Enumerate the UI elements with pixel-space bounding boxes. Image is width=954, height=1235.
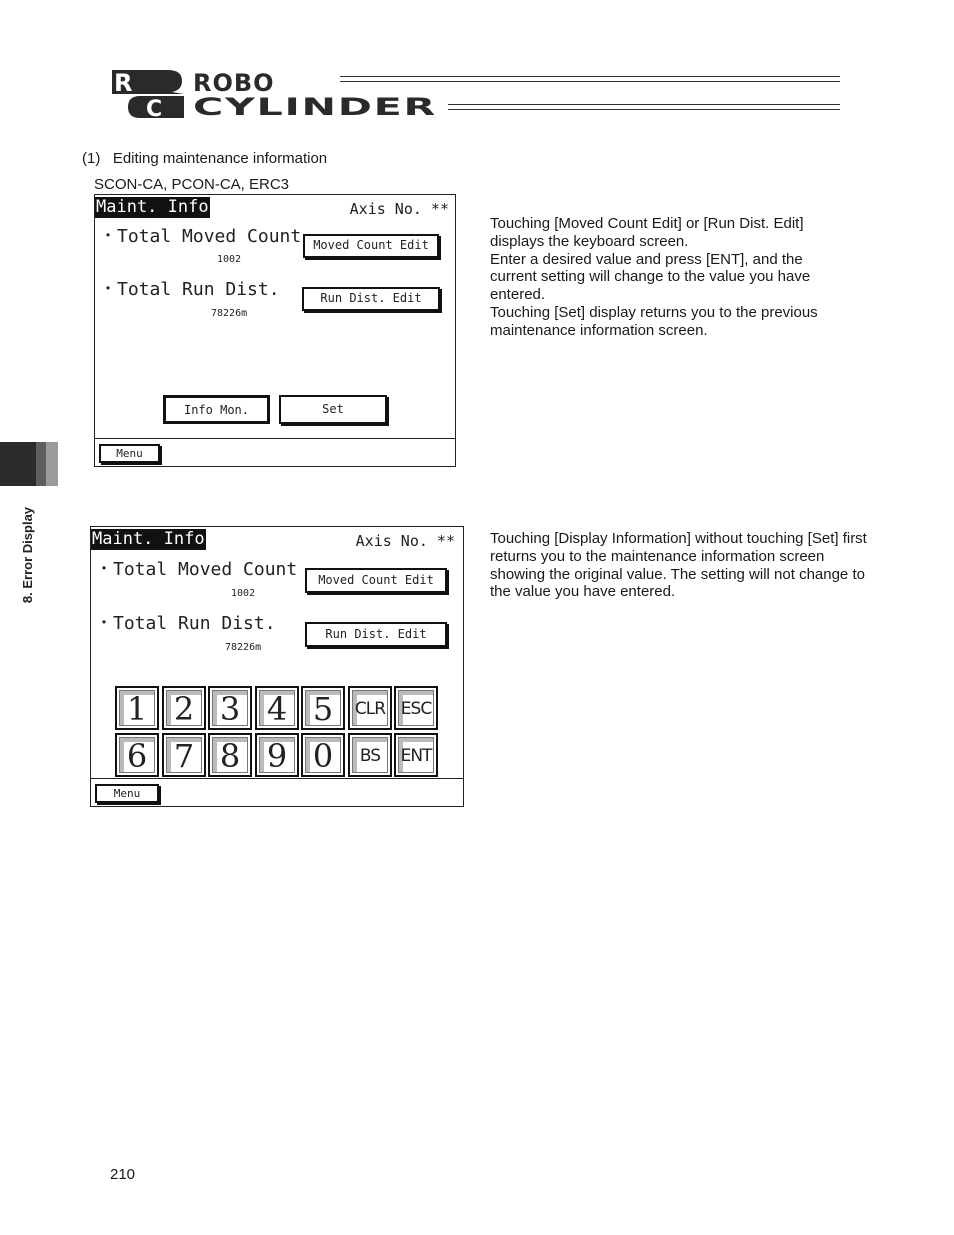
key-3[interactable]: 3 <box>208 686 252 730</box>
moved-count-edit-label: Moved Count Edit <box>313 238 429 252</box>
page-number: 210 <box>110 1166 136 1183</box>
moved-count-edit-button[interactable] <box>305 568 447 593</box>
desc2-paragraph-1: Touching [Display Information] without touching [Set] first returns you to the maintenance information screen showing the original value. The setting will not change to the value you have entered. <box>490 530 867 601</box>
run-dist-edit-button[interactable] <box>302 287 440 311</box>
key-4[interactable]: 4 <box>255 686 299 730</box>
key-2[interactable]: 2 <box>162 686 206 730</box>
header-rule-top <box>340 76 840 82</box>
key-esc[interactable]: ESC <box>394 686 438 730</box>
key-ent[interactable]: ENT <box>394 733 438 777</box>
moved-count-edit-button[interactable] <box>303 234 439 258</box>
axis-number: Axis No. ** <box>349 200 449 218</box>
robo-cylinder-logo-mark <box>110 68 188 120</box>
key-1[interactable]: 1 <box>115 686 159 730</box>
screen-title: Maint. Info <box>92 529 205 549</box>
key-0[interactable]: 0 <box>301 733 345 777</box>
key-8[interactable]: 8 <box>208 733 252 777</box>
logo-letter-r: R <box>114 69 133 97</box>
info-mon-label: Info Mon. <box>183 403 250 417</box>
menu-button[interactable]: Menu <box>95 784 159 803</box>
total-run-dist-value: 78226m <box>225 642 262 653</box>
set-label: Set <box>322 402 344 416</box>
total-run-dist-label: ・Total Run Dist. <box>95 613 276 634</box>
key-6[interactable]: 6 <box>115 733 159 777</box>
total-moved-count-value: 1002 <box>231 588 256 599</box>
desc1-paragraph-2: Enter a desired value and press [ENT], and the current setting will change to the value you have entered. <box>490 250 811 304</box>
logo-letter-c: C <box>146 97 163 120</box>
run-dist-edit-label: Run Dist. Edit <box>320 291 422 305</box>
total-run-dist-label: ・Total Run Dist. <box>99 279 280 300</box>
key-clr[interactable]: CLR <box>348 686 392 730</box>
key-5[interactable]: 5 <box>301 686 345 730</box>
menu-bar <box>91 778 463 807</box>
side-tab-light <box>46 442 58 486</box>
side-tab-mid <box>36 442 46 486</box>
model-list: SCON-CA, PCON-CA, ERC3 <box>94 176 290 193</box>
description-cancel <box>490 530 870 601</box>
menu-bar <box>95 438 455 467</box>
total-run-dist-value: 78226m <box>211 308 248 319</box>
moved-count-edit-label: Moved Count Edit <box>318 573 434 587</box>
section-title: (1) Editing maintenance information <box>82 150 328 167</box>
logo-word-cylinder: CYLINDER <box>193 93 437 118</box>
maint-info-screen <box>94 194 456 467</box>
key-bs[interactable]: BS <box>348 733 392 777</box>
key-7[interactable]: 7 <box>162 733 206 777</box>
total-moved-count-label: ・Total Moved Count <box>95 559 298 580</box>
key-9[interactable]: 9 <box>255 733 299 777</box>
run-dist-edit-button[interactable] <box>305 622 447 647</box>
menu-button[interactable]: Menu <box>99 444 160 463</box>
side-tab-label: 8. Error Display <box>20 506 35 604</box>
logo-word-robo: ROBO <box>193 70 275 97</box>
desc1-paragraph-1: Touching [Moved Count Edit] or [Run Dist. Edit] displays the keyboard screen. <box>490 215 804 250</box>
info-mon-button[interactable] <box>163 395 270 424</box>
set-button[interactable] <box>279 395 387 424</box>
header-rule-bottom <box>448 104 840 110</box>
desc1-paragraph-3: Touching [Set] display returns you to the previous maintenance information screen. <box>490 303 818 339</box>
description-keyboard-screen <box>490 215 850 340</box>
axis-number: Axis No. ** <box>355 532 455 550</box>
total-moved-count-label: ・Total Moved Count <box>99 226 302 247</box>
screen-title: Maint. Info <box>96 197 209 217</box>
total-moved-count-value: 1002 <box>217 254 242 265</box>
maint-info-keyboard-screen <box>90 526 464 807</box>
run-dist-edit-label: Run Dist. Edit <box>325 627 427 641</box>
